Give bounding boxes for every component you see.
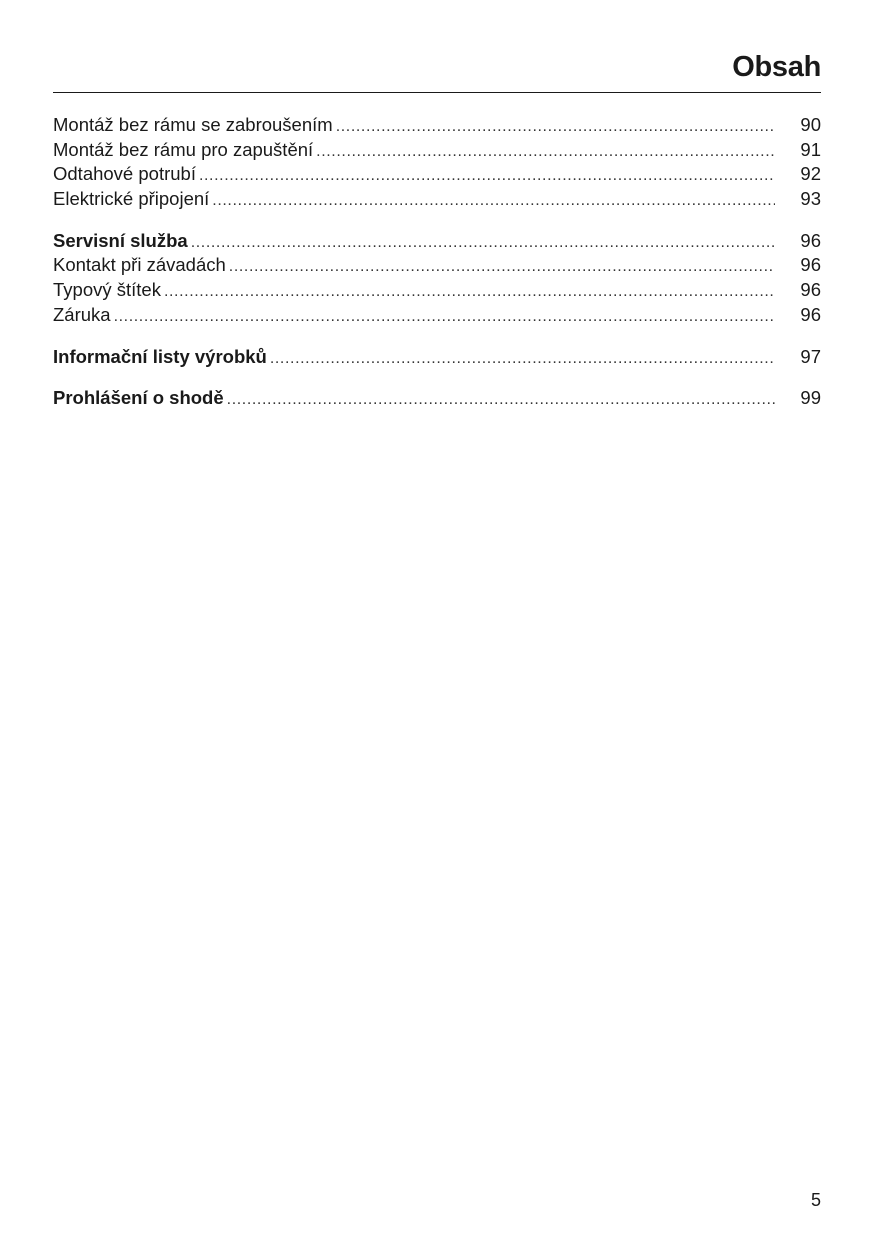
dot-leader (114, 305, 775, 330)
toc-section-heading[interactable] (53, 345, 821, 370)
dot-leader (316, 140, 775, 165)
toc-entry[interactable] (53, 138, 821, 163)
toc-entry-page: 96 (800, 229, 821, 251)
table-of-contents (53, 113, 821, 428)
page-number: 5 (810, 1190, 821, 1210)
toc-entry-label: Informační listy výrobků (53, 345, 267, 367)
dot-leader (336, 115, 775, 140)
toc-entry[interactable] (53, 187, 821, 212)
toc-entry-label: Typový štítek (53, 279, 161, 301)
toc-entry-label: Prohlášení o shodě (53, 387, 224, 409)
toc-group (53, 113, 821, 212)
dot-leader (191, 231, 775, 256)
dot-leader (229, 255, 775, 280)
toc-entry-label: Montáž bez rámu se zabroušením (53, 114, 333, 135)
dot-leader (164, 280, 775, 305)
page-title: Obsah (732, 51, 821, 83)
toc-entry[interactable] (53, 303, 821, 328)
toc-entry-page: 93 (800, 188, 821, 210)
toc-group (53, 229, 821, 328)
page-header (53, 48, 821, 93)
toc-entry-label: Kontakt při závadách (53, 254, 226, 276)
toc-entry-page: 96 (800, 279, 821, 301)
toc-entry[interactable] (53, 253, 821, 278)
toc-entry-label: Servisní služba (53, 229, 188, 251)
dot-leader (199, 164, 775, 189)
toc-section-heading[interactable] (53, 386, 821, 411)
toc-entry-page: 99 (800, 387, 821, 409)
toc-entry-label: Elektrické připojení (53, 188, 210, 210)
dot-leader (270, 347, 775, 372)
toc-group (53, 345, 821, 370)
toc-entry[interactable] (53, 113, 821, 138)
toc-entry-page: 97 (800, 345, 821, 367)
toc-entry[interactable] (53, 278, 821, 303)
toc-entry[interactable] (53, 162, 821, 187)
toc-entry-page: 96 (800, 303, 821, 325)
toc-entry-page: 96 (800, 254, 821, 276)
dot-leader (227, 388, 775, 413)
toc-entry-page: 90 (800, 114, 821, 135)
toc-entry-label: Odtahové potrubí (53, 163, 196, 185)
toc-group (53, 386, 821, 411)
toc-entry-page: 92 (800, 163, 821, 185)
toc-entry-label: Záruka (53, 303, 111, 325)
toc-entry-page: 91 (800, 138, 821, 160)
toc-entry-label: Montáž bez rámu pro zapuštění (53, 138, 314, 160)
toc-section-heading[interactable] (53, 229, 821, 254)
dot-leader (212, 189, 775, 214)
